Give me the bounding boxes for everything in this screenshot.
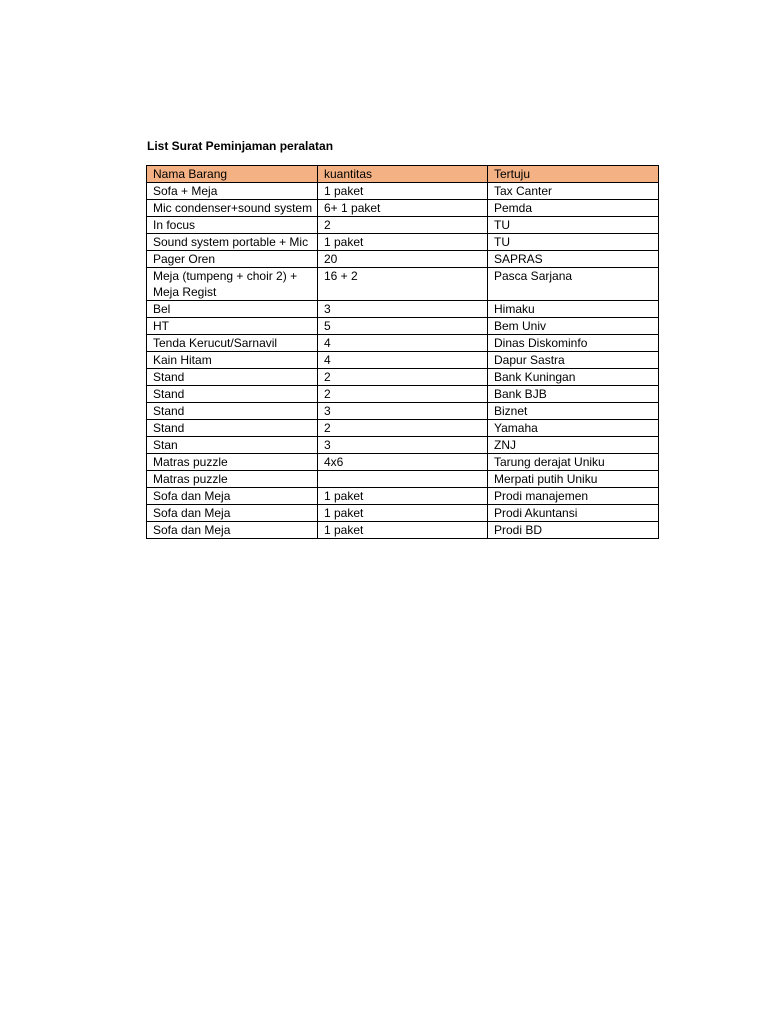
cell-kuantitas: 1 paket [318,488,488,505]
cell-kuantitas: 1 paket [318,234,488,251]
cell-kuantitas: 2 [318,420,488,437]
header-kuantitas: kuantitas [318,166,488,183]
cell-tertuju: TU [488,234,659,251]
cell-tertuju: Tarung derajat Uniku [488,454,659,471]
cell-tertuju: Bem Univ [488,318,659,335]
table-row [147,318,659,335]
table-row [147,505,659,522]
cell-tertuju: Prodi Akuntansi [488,505,659,522]
header-nama-barang: Nama Barang [147,166,318,183]
equipment-loan-table [146,165,659,539]
table-row [147,471,659,488]
table-row [147,454,659,471]
cell-kuantitas [318,471,488,488]
cell-tertuju: Tax Canter [488,183,659,200]
cell-nama-barang: Mic condenser+sound system [147,200,318,217]
cell-kuantitas: 2 [318,386,488,403]
cell-tertuju: Dapur Sastra [488,352,659,369]
cell-kuantitas: 4 [318,335,488,352]
cell-nama-barang: Stand [147,403,318,420]
cell-tertuju: Merpati putih Uniku [488,471,659,488]
cell-kuantitas: 2 [318,217,488,234]
cell-nama-barang: Matras puzzle [147,471,318,488]
cell-nama-barang: Sofa dan Meja [147,505,318,522]
cell-nama-barang: HT [147,318,318,335]
table-row [147,268,659,301]
table-row [147,522,659,539]
cell-kuantitas: 6+ 1 paket [318,200,488,217]
cell-kuantitas: 16 + 2 [318,268,488,301]
cell-kuantitas: 4 [318,352,488,369]
cell-kuantitas: 1 paket [318,522,488,539]
cell-tertuju: Dinas Diskominfo [488,335,659,352]
table-row [147,251,659,268]
cell-nama-barang: Stand [147,386,318,403]
table-row [147,369,659,386]
cell-kuantitas: 3 [318,301,488,318]
cell-tertuju: TU [488,217,659,234]
table-row [147,403,659,420]
cell-kuantitas: 3 [318,403,488,420]
cell-kuantitas: 2 [318,369,488,386]
cell-nama-barang: Matras puzzle [147,454,318,471]
cell-kuantitas: 20 [318,251,488,268]
cell-nama-barang: In focus [147,217,318,234]
cell-nama-barang: Sofa dan Meja [147,522,318,539]
cell-tertuju: Prodi manajemen [488,488,659,505]
header-tertuju: Tertuju [488,166,659,183]
cell-tertuju: Prodi BD [488,522,659,539]
cell-nama-barang: Sofa + Meja [147,183,318,200]
cell-tertuju: Pasca Sarjana [488,268,659,301]
cell-nama-barang: Stand [147,369,318,386]
cell-tertuju: Bank BJB [488,386,659,403]
table-row [147,301,659,318]
cell-kuantitas: 3 [318,437,488,454]
cell-nama-barang: Stand [147,420,318,437]
cell-nama-barang: Kain Hitam [147,352,318,369]
cell-tertuju: Yamaha [488,420,659,437]
table-row [147,183,659,200]
table-row [147,420,659,437]
cell-kuantitas: 1 paket [318,183,488,200]
cell-nama-barang: Sofa dan Meja [147,488,318,505]
cell-nama-barang: Meja (tumpeng + choir 2) + Meja Regist [147,268,318,301]
cell-tertuju: Biznet [488,403,659,420]
cell-tertuju: ZNJ [488,437,659,454]
table-row [147,386,659,403]
cell-tertuju: Pemda [488,200,659,217]
table-row [147,488,659,505]
table-row [147,437,659,454]
cell-tertuju: SAPRAS [488,251,659,268]
table-row [147,217,659,234]
table-row [147,352,659,369]
cell-tertuju: Himaku [488,301,659,318]
cell-kuantitas: 4x6 [318,454,488,471]
page-title: List Surat Peminjaman peralatan [147,139,334,153]
cell-tertuju: Bank Kuningan [488,369,659,386]
cell-nama-barang: Bel [147,301,318,318]
table-header-row [147,166,659,183]
cell-nama-barang: Sound system portable + Mic [147,234,318,251]
table-row [147,234,659,251]
cell-kuantitas: 5 [318,318,488,335]
table-row [147,335,659,352]
cell-kuantitas: 1 paket [318,505,488,522]
cell-nama-barang: Stan [147,437,318,454]
cell-nama-barang: Pager Oren [147,251,318,268]
cell-nama-barang: Tenda Kerucut/Sarnavil [147,335,318,352]
table-row [147,200,659,217]
